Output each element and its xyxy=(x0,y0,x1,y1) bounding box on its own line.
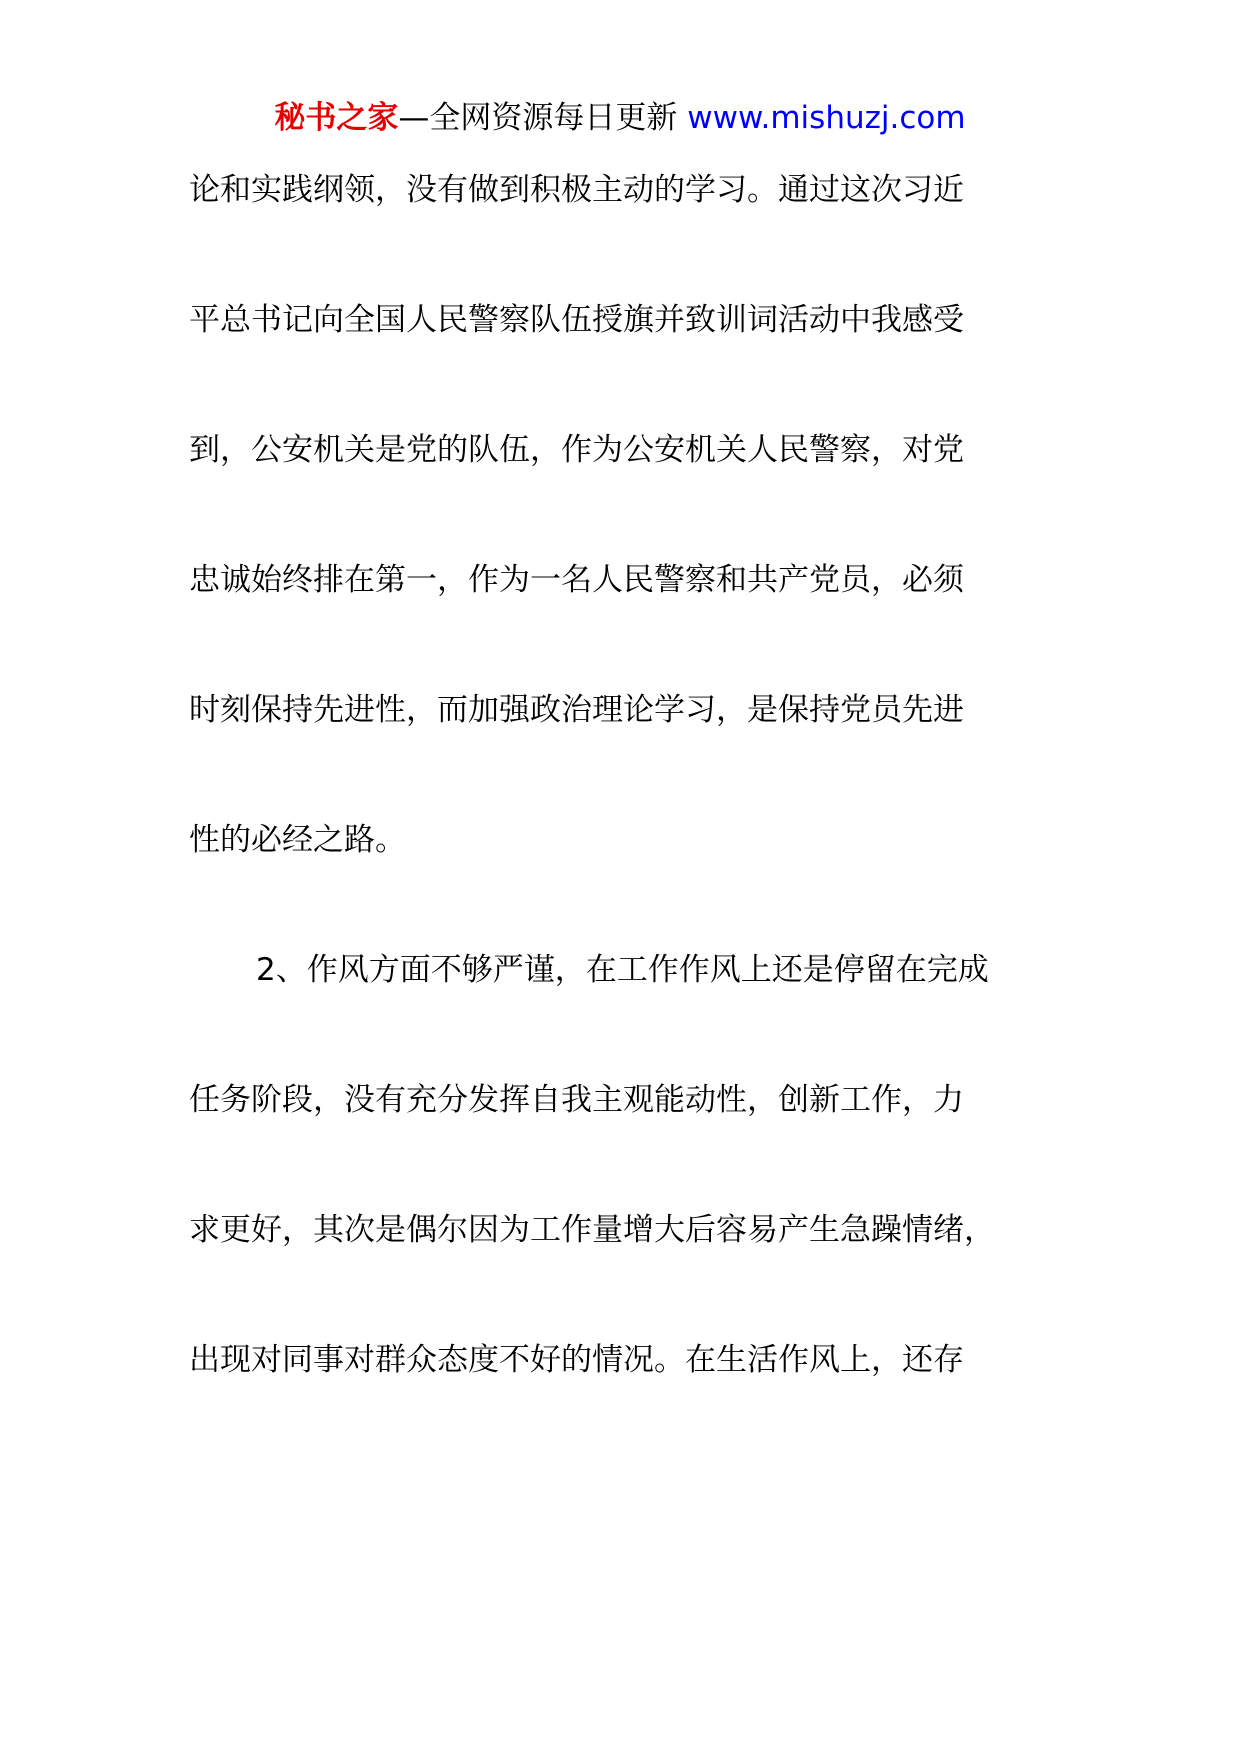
header-tagline: —全网资源每日更新 xyxy=(398,100,688,136)
body-line: 性的必经之路。 xyxy=(189,822,406,858)
body-line: 求更好，其次是偶尔因为工作量增大后容易产生急躁情绪， xyxy=(189,1212,995,1248)
body-line: 到，公安机关是党的队伍，作为公安机关人民警察，对党 xyxy=(189,432,964,468)
brand-name: 秘书之家 xyxy=(274,100,399,136)
body-line: 时刻保持先进性，而加强政治理论学习，是保持党员先进 xyxy=(189,692,964,728)
body-line: 2、作风方面不够严谨，在工作作风上还是停留在完成 xyxy=(256,952,989,988)
page-header xyxy=(0,98,1240,138)
body-line: 出现对同事对群众态度不好的情况。在生活作风上，还存 xyxy=(189,1342,964,1378)
body-line: 论和实践纲领，没有做到积极主动的学习。通过这次习近 xyxy=(189,172,964,208)
body-line: 任务阶段，没有充分发挥自我主观能动性，创新工作，力 xyxy=(189,1082,964,1118)
body-line: 忠诚始终排在第一，作为一名人民警察和共产党员，必须 xyxy=(189,562,964,598)
site-url-link[interactable]: www.mishuzj.com xyxy=(687,100,966,136)
body-line: 平总书记向全国人民警察队伍授旗并致训词活动中我感受 xyxy=(189,302,964,338)
